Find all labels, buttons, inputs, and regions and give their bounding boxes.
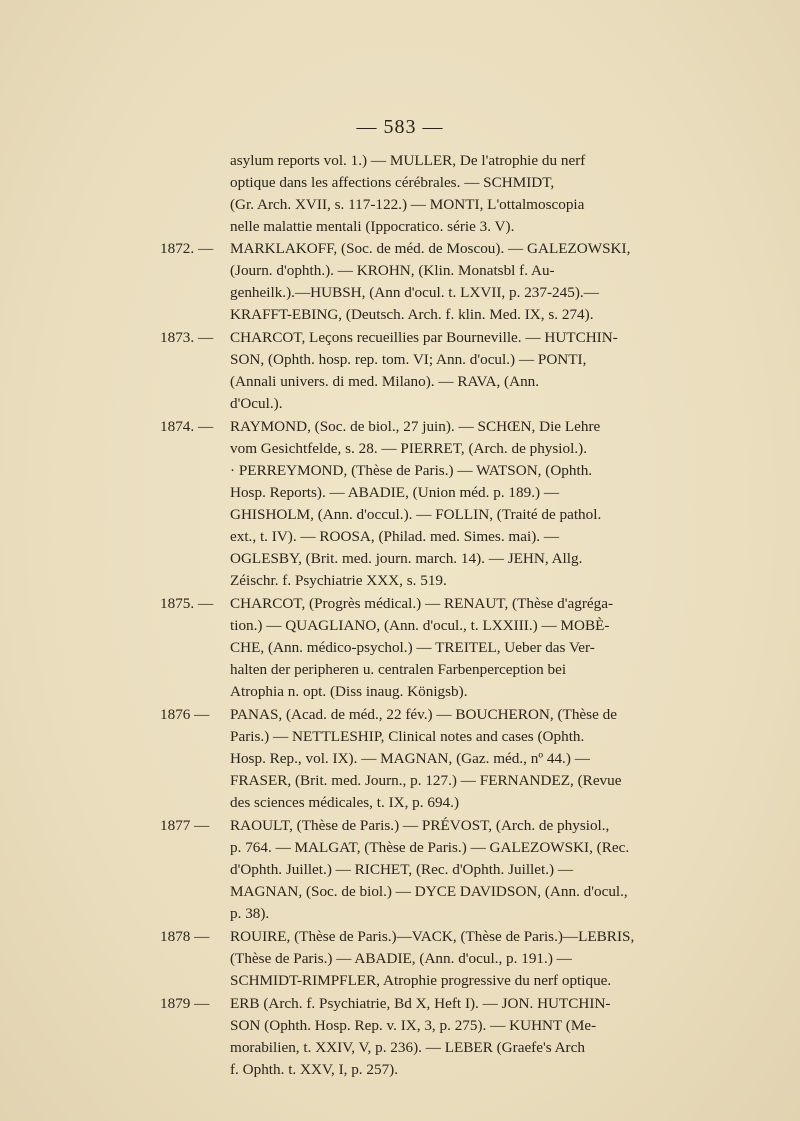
year-entry-1878 [160, 926, 635, 992]
text-line: d'Ocul.). [230, 395, 283, 412]
text-line: · PERREYMOND, (Thèse de Paris.) — WATSON, (Ophth. [230, 462, 593, 479]
year-entry-1875 [160, 593, 620, 703]
text-line: halten der peripheren u. centralen Farbenperception bei [230, 661, 567, 678]
text-line: MAGNAN, (Soc. de biol.) — DYCE DAVIDSON, (Ann. d'ocul., [230, 883, 628, 900]
text-line: CHARCOT, Leçons recueillies par Bourneville. — HUTCHIN- [230, 329, 618, 346]
text-line: optique dans les affections cérébrales. — SCHMIDT, [230, 174, 555, 191]
text-line: morabilien, t. XXIV, V, p. 236). — LEBER (Graefe's Arch [230, 1039, 585, 1056]
text-line: p. 38). [230, 905, 270, 922]
entry-year: 1874. — [160, 418, 214, 435]
year-entry-1876 [160, 704, 620, 814]
text-line: RAYMOND, (Soc. de biol., 27 juin). — SCHŒN, Die Lehre [230, 418, 601, 435]
text-line: KRAFFT-EBING, (Deutsch. Arch. f. klin. Med. IX, s. 274). [230, 306, 594, 323]
page-number: — 583 — [356, 116, 444, 138]
entry-year: 1878 — [160, 928, 210, 945]
text-line: (Annali univers. di med. Milano). — RAVA, (Ann. [230, 373, 540, 390]
text-line: (Journ. d'ophth.). — KROHN, (Klin. Monatsbl f. Au- [230, 262, 555, 279]
text-line: vom Gesichtfelde, s. 28. — PIERRET, (Arch. de physiol.). [230, 440, 587, 457]
entry-year: 1872. — [160, 240, 214, 257]
text-line: OGLESBY, (Brit. med. journ. march. 14). — JEHN, Allg. [230, 550, 583, 567]
text-line: genheilk.).—HUBSH, (Ann d'ocul. t. LXVII, p. 237-245).— [230, 284, 599, 301]
text-line: SCHMIDT-RIMPFLER, Atrophie progressive du nerf optique. [230, 972, 612, 989]
text-line: FRASER, (Brit. med. Journ., p. 127.) — FERNANDEZ, (Revue [230, 772, 622, 789]
text-line: ext., t. IV). — ROOSA, (Philad. med. Simes. mai). — [230, 528, 560, 545]
text-line: Hosp. Reports). — ABADIE, (Union méd. p. 189.) — [230, 484, 560, 501]
text-line: CHE, (Ann. médico-psychol.) — TREITEL, Ueber das Ver- [230, 639, 595, 656]
text-line: MARKLAKOFF, (Soc. de méd. de Moscou). — GALEZOWSKI, [230, 240, 631, 257]
year-entry-1877 [160, 815, 630, 925]
text-line: SON (Ophth. Hosp. Rep. v. IX, 3, p. 275). — KUHNT (Me- [230, 1017, 597, 1034]
text-line: p. 764. — MALGAT, (Thèse de Paris.) — GALEZOWSKI, (Rec. [230, 839, 630, 856]
text-line: f. Ophth. t. XXV, I, p. 257). [230, 1061, 399, 1078]
text-line: des sciences médicales, t. IX, p. 694.) [230, 794, 460, 811]
text-line: ROUIRE, (Thèse de Paris.)—VACK, (Thèse de Paris.)—LEBRIS, [230, 928, 635, 945]
text-line: ERB (Arch. f. Psychiatrie, Bd X, Heft I). — JON. HUTCHIN- [230, 995, 611, 1012]
entry-year: 1879 — [160, 995, 210, 1012]
text-line: nelle malattie mentali (Ippocratico. série 3. V). [230, 218, 515, 235]
text-line: Paris.) — NETTLESHIP, Clinical notes and cases (Ophth. [230, 728, 585, 745]
text-line: asylum reports vol. 1.) — MULLER, De l'atrophie du nerf [230, 152, 586, 169]
text-line: PANAS, (Acad. de méd., 22 fév.) — BOUCHERON, (Thèse de [230, 706, 617, 723]
bibliography-text [160, 150, 635, 1082]
entry-year: 1877 — [160, 817, 210, 834]
entry-year: 1875. — [160, 595, 214, 612]
continuation-paragraph [160, 150, 620, 238]
year-entry-1872 [160, 238, 631, 326]
text-line: GHISHOLM, (Ann. d'occul.). — FOLLIN, (Traité de pathol. [230, 506, 602, 523]
text-line: d'Ophth. Juillet.) — RICHET, (Rec. d'Ophth. Juillet.) — [230, 861, 574, 878]
text-line: (Thèse de Paris.) — ABADIE, (Ann. d'ocul., p. 191.) — [230, 950, 572, 967]
text-line: Atrophia n. opt. (Diss inaug. Königsb). [230, 683, 468, 700]
entry-year: 1876 — [160, 706, 210, 723]
text-line: RAOULT, (Thèse de Paris.) — PRÉVOST, (Arch. de physiol., [230, 817, 610, 834]
year-entry-1874 [160, 416, 620, 592]
text-line: SON, (Ophth. hosp. rep. tom. VI; Ann. d'ocul.) — PONTI, [230, 351, 587, 368]
text-line: (Gr. Arch. XVII, s. 117-122.) — MONTI, L'ottalmoscopia [230, 196, 585, 213]
text-line: CHARCOT, (Progrès médical.) — RENAUT, (Thèse d'agréga- [230, 595, 614, 612]
year-entry-1873 [160, 327, 620, 415]
year-entry-1879 [160, 993, 620, 1081]
text-line: tion.) — QUAGLIANO, (Ann. d'ocul., t. LXXIII.) — MOBÈ- [230, 617, 610, 634]
text-line: Hosp. Rep., vol. IX). — MAGNAN, (Gaz. méd., nº 44.) — [230, 750, 590, 767]
entry-year: 1873. — [160, 329, 214, 346]
text-line: Zéischr. f. Psychiatrie XXX, s. 519. [230, 572, 447, 589]
